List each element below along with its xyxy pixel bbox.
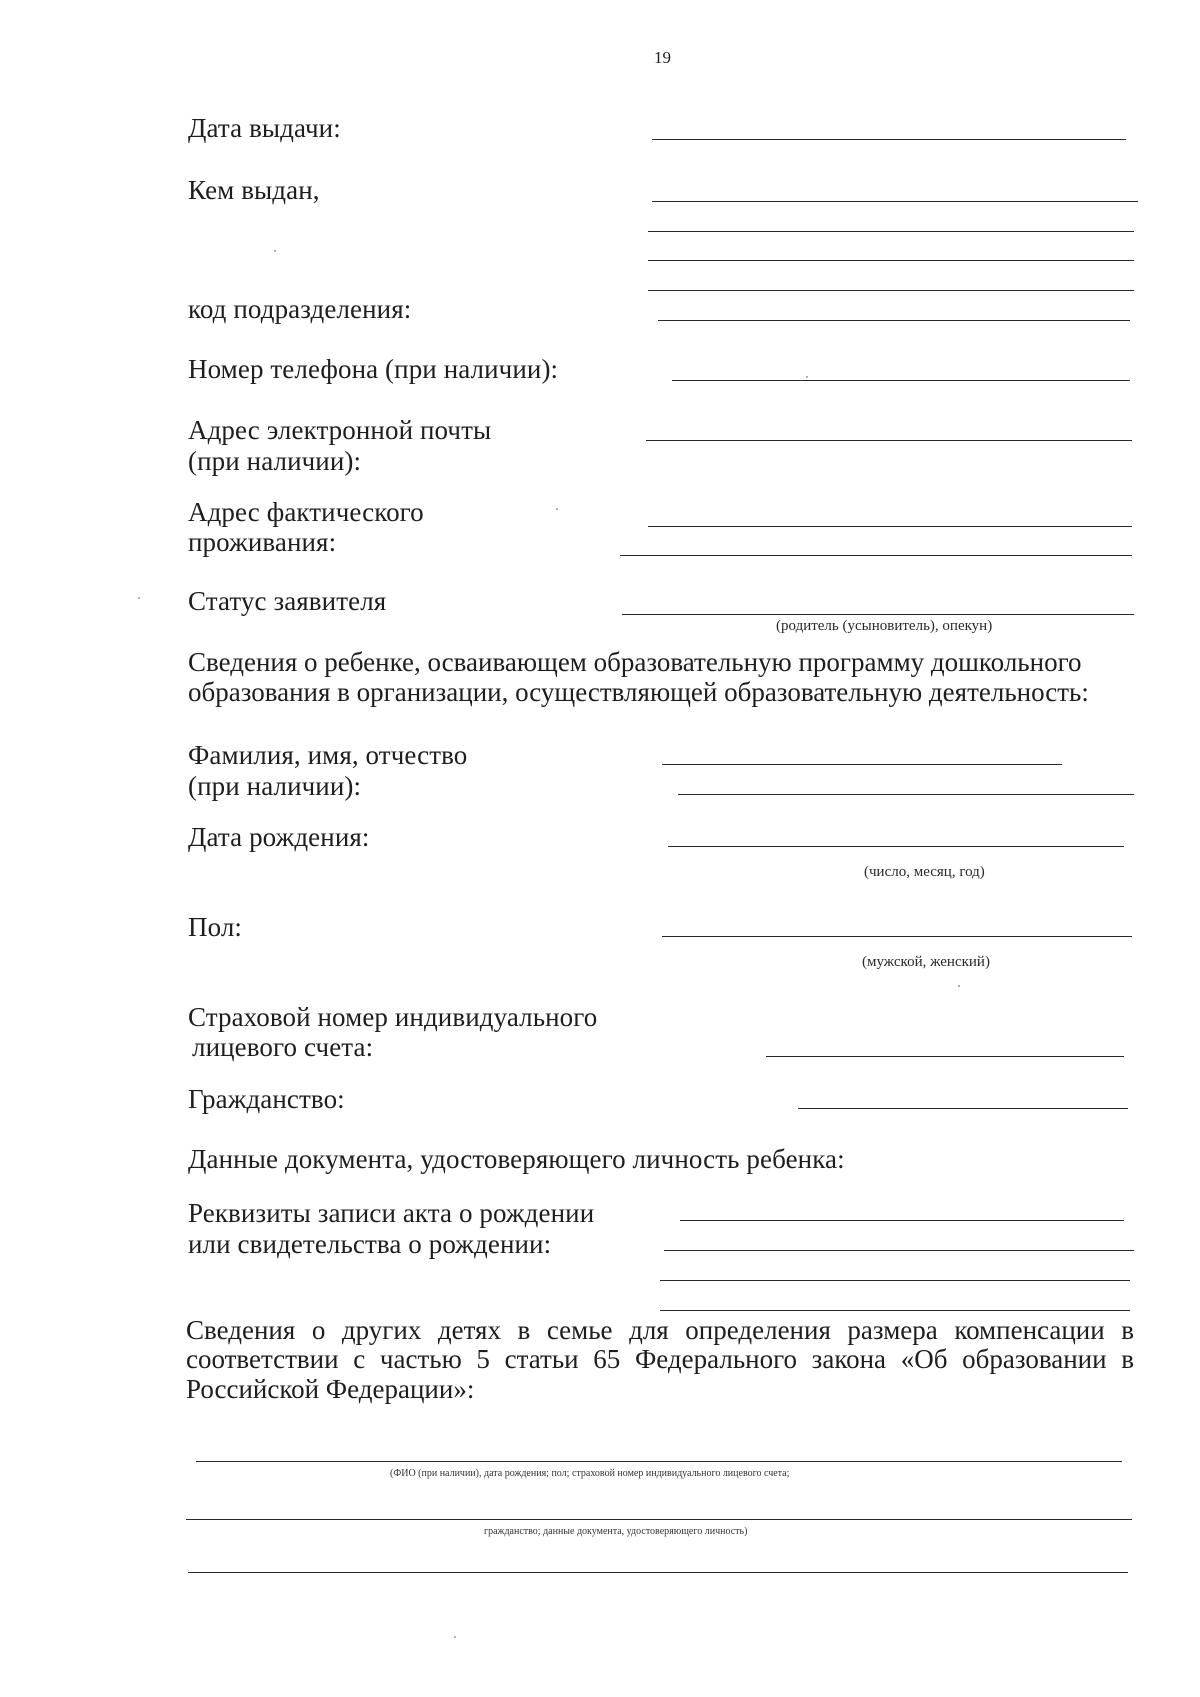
address-label-line1: Адрес фактического	[188, 497, 424, 527]
issued-by-field-line-3[interactable]	[648, 260, 1134, 261]
birth-record-field-line-1[interactable]	[680, 1220, 1124, 1221]
birth-record-field-line-3[interactable]	[660, 1280, 1130, 1281]
status-field-line[interactable]	[622, 614, 1134, 615]
birth-date-field-line[interactable]	[668, 846, 1124, 847]
issued-by-field-line-4[interactable]	[648, 290, 1134, 291]
sex-hint: (мужской, женский)	[862, 954, 990, 970]
scan-speck	[556, 508, 558, 510]
birth-record-label-line2: или свидетельства о рождении:	[188, 1229, 552, 1259]
other-children-hint2: гражданство; данные документа, удостоверяющего личность)	[484, 1526, 748, 1537]
snils-label-line1: Страховой номер индивидуального	[188, 1002, 598, 1032]
child-fio-field-line-2[interactable]	[678, 794, 1134, 795]
citizenship-label: Гражданство:	[188, 1084, 345, 1114]
email-label-line2: (при наличии):	[188, 446, 362, 476]
division-code-field-line[interactable]	[658, 320, 1130, 321]
division-code-label: код подразделения:	[188, 294, 412, 324]
sex-label: Пол:	[188, 912, 243, 942]
child-fio-field-line-1[interactable]	[662, 764, 1062, 765]
birth-record-label-line1: Реквизиты записи акта о рождении	[188, 1198, 595, 1228]
child-section-heading-line2: образования в организации, осуществляющей образовательную деятельность:	[188, 677, 1089, 707]
issued-by-field-line-2[interactable]	[648, 231, 1134, 232]
email-field-line[interactable]	[646, 440, 1132, 441]
document-heading: Данные документа, удостоверяющего личность ребенка:	[188, 1144, 845, 1174]
scan-speck	[958, 985, 960, 987]
birth-date-hint: (число, месяц, год)	[864, 864, 985, 880]
issued-by-field-line-1[interactable]	[652, 201, 1138, 202]
other-children-line3: Российской Федерации»:	[186, 1374, 475, 1404]
birth-record-field-line-4[interactable]	[660, 1310, 1130, 1311]
child-section-heading-line1: Сведения о ребенке, осваивающем образовательную программу дошкольного	[188, 647, 1082, 677]
other-children-line1: Сведения о других детях в семье для определения размера компенсации в	[186, 1315, 1134, 1345]
scan-speck	[454, 1636, 456, 1638]
other-children-field-line-3[interactable]	[188, 1572, 1128, 1573]
email-label-line1: Адрес электронной почты	[188, 415, 492, 445]
snils-label-line2: лицевого счета:	[192, 1032, 374, 1062]
scan-speck	[138, 597, 140, 599]
sex-field-line[interactable]	[662, 936, 1132, 937]
issue-date-field-line[interactable]	[652, 139, 1126, 140]
child-fio-label-line1: Фамилия, имя, отчество	[188, 740, 468, 770]
other-children-hint1: (ФИО (при наличии), дата рождения; пол; страховой номер индивидуального лицевого счета;	[390, 1468, 790, 1479]
scan-speck	[274, 250, 276, 252]
other-children-field-line-2[interactable]	[186, 1519, 1132, 1520]
address-field-line-1[interactable]	[648, 526, 1132, 527]
address-field-line-2[interactable]	[620, 555, 1132, 556]
citizenship-field-line[interactable]	[798, 1108, 1128, 1109]
phone-label: Номер телефона (при наличии):	[188, 354, 559, 384]
address-label-line2: проживания:	[188, 527, 337, 557]
phone-field-line[interactable]	[672, 380, 1130, 381]
issued-by-label: Кем выдан,	[188, 175, 320, 205]
scan-speck	[806, 376, 808, 378]
birth-record-field-line-2[interactable]	[664, 1250, 1134, 1251]
page-number: 19	[654, 48, 671, 67]
issue-date-label: Дата выдачи:	[188, 113, 341, 143]
other-children-field-line-1[interactable]	[196, 1461, 1122, 1462]
status-label: Статус заявителя	[188, 586, 387, 616]
other-children-line2: соответствии с частью 5 статьи 65 Федерального закона «Об образовании в	[186, 1344, 1134, 1374]
snils-field-line[interactable]	[766, 1056, 1124, 1057]
child-fio-label-line2: (при наличии):	[188, 771, 362, 801]
status-hint: (родитель (усыновитель), опекун)	[776, 618, 993, 634]
birth-date-label: Дата рождения:	[188, 822, 370, 852]
